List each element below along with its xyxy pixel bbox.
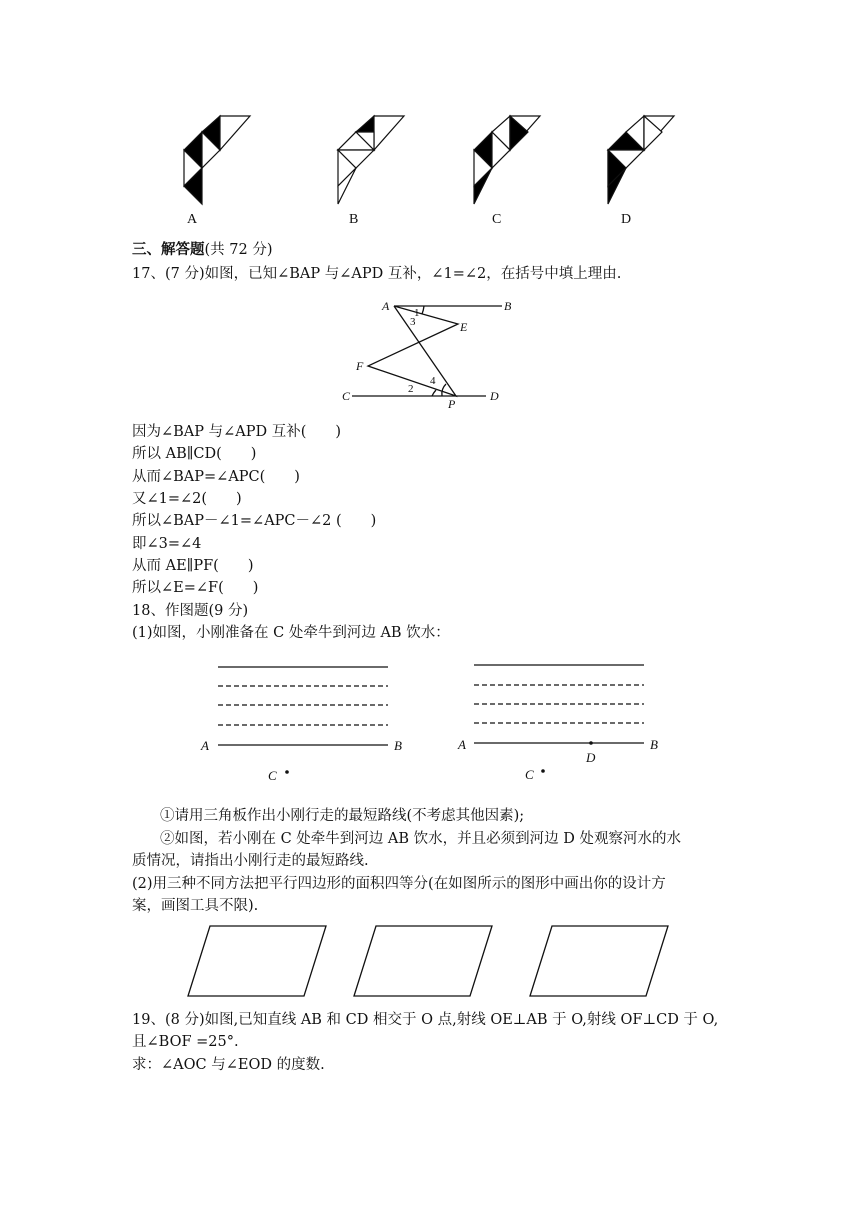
- q17-stem: 17、(7 分)如图，已知∠BAP 与∠APD 互补，∠1=∠2，在括号中填上理由.: [132, 266, 622, 282]
- option-figure-d: [608, 116, 674, 204]
- q17-step-8: 所以∠E=∠F( ): [132, 580, 259, 596]
- q17-label-e: E: [460, 320, 468, 334]
- q17-step-6: 即∠3=∠4: [132, 536, 202, 552]
- parallelogram-figures: [180, 920, 680, 1000]
- option-figure-a: [184, 116, 250, 204]
- q18-part1: (1)如图，小刚准备在 C 处牵牛到河边 AB 饮水：: [132, 625, 450, 641]
- q17-step-4: 又∠1=∠2( ): [132, 491, 242, 507]
- q19-line2: 且∠BOF =25°.: [132, 1034, 239, 1050]
- q17-angle-4: 4: [430, 375, 436, 387]
- option-label-a: A: [187, 212, 198, 227]
- q18-item2-line1: ②如图，若小刚在 C 处牵牛到河边 AB 饮水，并且必须到河边 D 处观察河水的水: [160, 831, 681, 847]
- q17-step-2: 所以 AB∥CD( ): [132, 446, 257, 462]
- q18-left-label-a: A: [201, 738, 209, 753]
- section-heading: [132, 240, 272, 260]
- q18-right-label-d: D: [586, 750, 596, 765]
- q17-label-d: D: [490, 389, 499, 403]
- q18-right-label-c: C: [525, 767, 534, 782]
- q18-right-label-b: B: [650, 737, 658, 752]
- q17-angle-3: 3: [410, 316, 416, 328]
- q17-angle-2: 2: [408, 383, 414, 395]
- q17-step-3: 从而∠BAP=∠APC( ): [132, 469, 300, 485]
- q17-label-c: C: [342, 389, 351, 403]
- option-figures: [170, 108, 680, 233]
- q18-left-label-b: B: [394, 738, 402, 753]
- option-figure-b: [338, 116, 404, 204]
- section-score: (共 72 分): [204, 242, 273, 258]
- q17-step-1: 因为∠BAP 与∠APD 互补( ): [132, 424, 342, 440]
- option-label-c: C: [492, 212, 502, 227]
- q17-figure: [338, 294, 512, 411]
- parallelogram-2: [354, 926, 492, 996]
- q17-label-f: F: [356, 359, 364, 373]
- q18-item2-line2: 质情况，请指出小刚行走的最短路线.: [132, 853, 369, 869]
- parallelogram-3: [530, 926, 668, 996]
- q17-step-5: 所以∠BAP－∠1=∠APC－∠2 ( ): [132, 513, 377, 529]
- q18-item1: ①请用三角板作出小刚行走的最短路线(不考虑其他因素);: [160, 808, 525, 824]
- q18-right-label-a: A: [458, 737, 466, 752]
- option-label-d: D: [621, 212, 632, 227]
- q18-river-figures: [196, 652, 676, 787]
- q19-line1: 19、(8 分)如图,已知直线 AB 和 CD 相交于 O 点,射线 OE⊥AB 于 O,射线 OF⊥CD 于 O,: [132, 1012, 719, 1028]
- q18-part2-line1: (2)用三种不同方法把平行四边形的面积四等分(在如图所示的图形中画出你的设计方: [132, 876, 666, 892]
- q17-label-p: P: [448, 397, 456, 411]
- q18-part2-line2: 案，画图工具不限).: [132, 898, 259, 914]
- q18-title: 18、作图题(9 分): [132, 603, 249, 619]
- q17-step-7: 从而 AE∥PF( ): [132, 558, 254, 574]
- q17-label-b: B: [504, 299, 512, 313]
- section-title: 三、解答题: [132, 241, 205, 258]
- q18-left-label-c: C: [268, 768, 277, 783]
- parallelogram-1: [188, 926, 326, 996]
- q17-label-a: A: [382, 299, 390, 313]
- option-label-b: B: [349, 212, 359, 227]
- q19-line3: 求：∠AOC 与∠EOD 的度数.: [132, 1057, 325, 1073]
- option-figure-c: [474, 116, 540, 204]
- q17-angle-1: 1: [414, 307, 420, 319]
